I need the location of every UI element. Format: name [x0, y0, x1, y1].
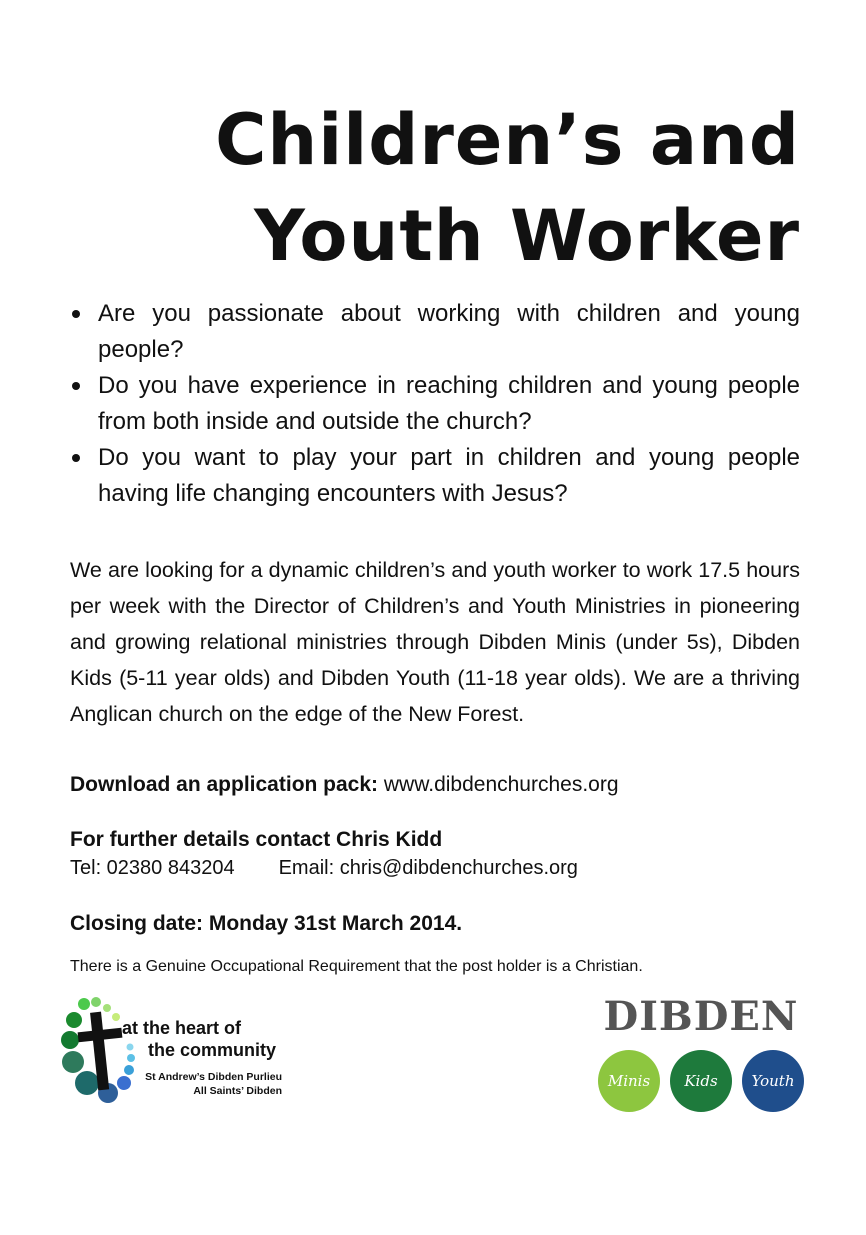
logo-churches — [145, 1070, 282, 1098]
list-item: Do you have experience in reaching children and young people from both inside and outside the church? — [70, 368, 800, 440]
poster-content — [70, 0, 800, 1115]
logo-church-1: St Andrew’s Dibden Purlieu — [145, 1071, 282, 1083]
closing-date: Closing date: Monday 31st March 2014. — [70, 912, 463, 935]
list-item: Are you passionate about working with children and young people? — [70, 296, 800, 368]
list-item: Do you want to play your part in children and young people having life changing encounters with Jesus? — [70, 440, 800, 512]
logos-row — [70, 990, 800, 1115]
contact-tel: Tel: 02380 843204 — [70, 857, 235, 879]
title-line-2: Youth Worker — [254, 195, 800, 277]
dibden-wordmark: DIBDEN — [603, 993, 799, 1040]
requirement-note: There is a Genuine Occupational Requirement that the post holder is a Christian. — [70, 958, 643, 975]
download-link[interactable]: www.dibdenchurches.org — [383, 773, 619, 796]
question-list — [70, 296, 800, 512]
download-label: Download an application pack: — [70, 773, 379, 796]
contact-line — [70, 854, 800, 883]
youth-badge: Youth — [742, 1050, 804, 1112]
contact-email[interactable]: Email: chris@dibdenchurches.org — [278, 857, 578, 879]
church-logo — [60, 990, 290, 1110]
minis-badge: Minis — [598, 1050, 660, 1112]
kids-badge: Kids — [670, 1050, 732, 1112]
title-line-1: Children’s and — [215, 99, 800, 181]
download-line — [70, 770, 800, 799]
page-title — [70, 92, 800, 284]
logo-church-2: All Saints’ Dibden — [193, 1085, 282, 1097]
description-paragraph: We are looking for a dynamic children’s and youth worker to work 17.5 hours per week with the Director of Children’s and Youth Ministries in pioneering and growing relational ministries through Dibden Minis (under 5s), Dibden Kids (5-11 year olds) and Dibden Youth (11-18 year olds). We are a thriving Anglican church on the edge of the New Forest. — [70, 558, 800, 726]
cross-circle-icon — [60, 990, 140, 1110]
contact-heading: For further details contact Chris Kidd — [70, 828, 443, 851]
dibden-logo — [598, 993, 804, 1113]
logo-tagline-2: the community — [148, 1040, 277, 1060]
logo-tagline-1: at the heart of — [122, 1018, 242, 1038]
